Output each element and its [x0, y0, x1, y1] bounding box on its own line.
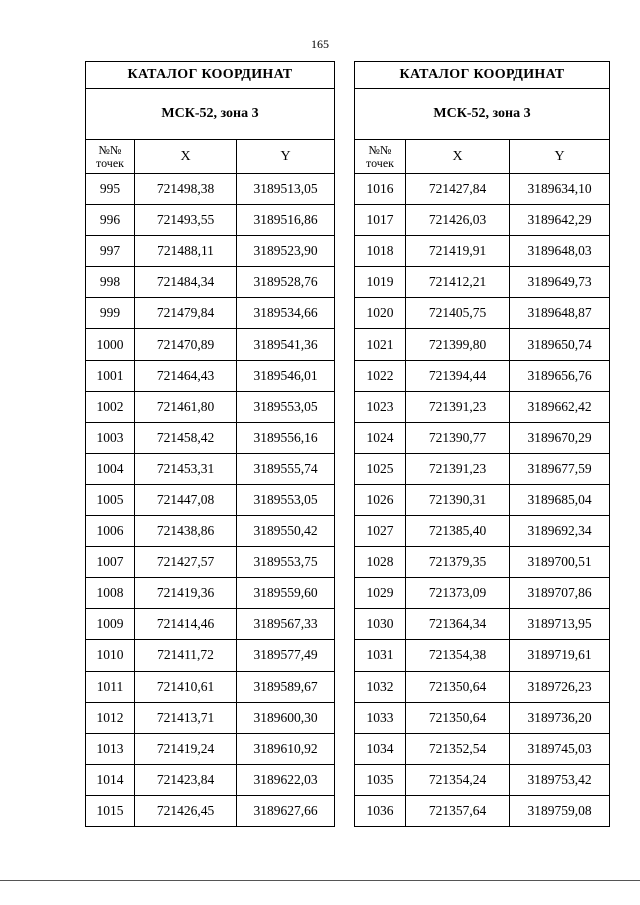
table-row: [86, 329, 335, 360]
point-number-cell: 1013: [86, 733, 135, 764]
y-coordinate-cell: 3189610,92: [237, 733, 335, 764]
point-number-header-line1: №№: [368, 142, 392, 157]
x-coordinate-cell: 721412,21: [406, 267, 510, 298]
x-coordinate-cell: 721350,64: [406, 671, 510, 702]
table-row: [86, 640, 335, 671]
y-coordinate-cell: 3189513,05: [237, 174, 335, 205]
x-coordinate-cell: 721479,84: [135, 298, 237, 329]
point-number-cell: 1017: [355, 205, 406, 236]
table-row: [355, 484, 610, 515]
x-coordinate-cell: 721447,08: [135, 484, 237, 515]
point-number-cell: 995: [86, 174, 135, 205]
y-coordinate-cell: 3189589,67: [237, 671, 335, 702]
catalog-subtitle: МСК-52, зона 3: [86, 89, 335, 140]
x-coordinate-cell: 721427,57: [135, 547, 237, 578]
y-coordinate-cell: 3189685,04: [510, 484, 610, 515]
table-row: [86, 733, 335, 764]
table-row: [86, 360, 335, 391]
point-number-cell: 1027: [355, 516, 406, 547]
table-row: [86, 671, 335, 702]
x-coordinate-cell: 721498,38: [135, 174, 237, 205]
y-coordinate-cell: 3189648,03: [510, 236, 610, 267]
point-number-cell: 1015: [86, 795, 135, 826]
y-coordinate-cell: 3189719,61: [510, 640, 610, 671]
table-row: [355, 391, 610, 422]
catalog-rows: [355, 174, 610, 827]
y-coordinate-cell: 3189713,95: [510, 609, 610, 640]
point-number-cell: 1028: [355, 547, 406, 578]
point-number-cell: 1033: [355, 702, 406, 733]
y-coordinate-cell: 3189556,16: [237, 422, 335, 453]
x-coordinate-cell: 721484,34: [135, 267, 237, 298]
point-number-cell: 1034: [355, 733, 406, 764]
point-number-cell: 1016: [355, 174, 406, 205]
point-number-cell: 1014: [86, 764, 135, 795]
table-row: [86, 578, 335, 609]
y-coordinate-cell: 3189759,08: [510, 795, 610, 826]
y-column-header: Y: [510, 140, 610, 174]
y-coordinate-cell: 3189627,66: [237, 795, 335, 826]
x-coordinate-cell: 721399,80: [406, 329, 510, 360]
point-number-header-line2: точек: [96, 155, 124, 170]
point-number-cell: 1026: [355, 484, 406, 515]
point-number-header-line2: точек: [366, 155, 394, 170]
y-coordinate-cell: 3189546,01: [237, 360, 335, 391]
table-row: [86, 547, 335, 578]
point-number-cell: 1011: [86, 671, 135, 702]
table-row: [86, 205, 335, 236]
table-row: [355, 547, 610, 578]
x-coordinate-cell: 721493,55: [135, 205, 237, 236]
x-coordinate-cell: 721419,24: [135, 733, 237, 764]
x-coordinate-cell: 721426,45: [135, 795, 237, 826]
x-coordinate-cell: 721350,64: [406, 702, 510, 733]
y-coordinate-cell: 3189707,86: [510, 578, 610, 609]
x-coordinate-cell: 721411,72: [135, 640, 237, 671]
x-coordinate-cell: 721427,84: [406, 174, 510, 205]
table-row: [86, 422, 335, 453]
x-coordinate-cell: 721423,84: [135, 764, 237, 795]
table-row: [86, 702, 335, 733]
table-row: [355, 578, 610, 609]
point-number-cell: 998: [86, 267, 135, 298]
table-row: [355, 360, 610, 391]
point-number-cell: 1021: [355, 329, 406, 360]
y-coordinate-cell: 3189553,05: [237, 484, 335, 515]
point-number-cell: 1036: [355, 795, 406, 826]
table-row: [355, 329, 610, 360]
point-number-cell: 1007: [86, 547, 135, 578]
page-number: 165: [311, 37, 329, 51]
y-coordinate-cell: 3189692,34: [510, 516, 610, 547]
table-row: [355, 702, 610, 733]
table-row: [355, 609, 610, 640]
y-coordinate-cell: 3189534,66: [237, 298, 335, 329]
table-row: [86, 267, 335, 298]
x-coordinate-cell: 721419,91: [406, 236, 510, 267]
y-coordinate-cell: 3189726,23: [510, 671, 610, 702]
point-number-cell: 1022: [355, 360, 406, 391]
point-number-header: [355, 140, 406, 174]
table-row: [86, 516, 335, 547]
x-coordinate-cell: 721410,61: [135, 671, 237, 702]
point-number-cell: 1002: [86, 391, 135, 422]
table-row: [355, 795, 610, 826]
x-coordinate-cell: 721438,86: [135, 516, 237, 547]
y-coordinate-cell: 3189677,59: [510, 453, 610, 484]
table-row: [355, 453, 610, 484]
y-coordinate-cell: 3189577,49: [237, 640, 335, 671]
y-coordinate-cell: 3189567,33: [237, 609, 335, 640]
x-coordinate-cell: 721357,64: [406, 795, 510, 826]
point-number-cell: 1019: [355, 267, 406, 298]
y-coordinate-cell: 3189656,76: [510, 360, 610, 391]
x-coordinate-cell: 721352,54: [406, 733, 510, 764]
x-coordinate-cell: 721390,77: [406, 422, 510, 453]
x-coordinate-cell: 721391,23: [406, 453, 510, 484]
catalog-title: КАТАЛОГ КООРДИНАТ: [86, 62, 335, 89]
y-coordinate-cell: 3189553,05: [237, 391, 335, 422]
y-coordinate-cell: 3189559,60: [237, 578, 335, 609]
point-number-cell: 1031: [355, 640, 406, 671]
x-coordinate-cell: 721464,43: [135, 360, 237, 391]
y-coordinate-cell: 3189528,76: [237, 267, 335, 298]
table-row: [86, 764, 335, 795]
y-coordinate-cell: 3189649,73: [510, 267, 610, 298]
y-coordinate-cell: 3189662,42: [510, 391, 610, 422]
table-row: [86, 298, 335, 329]
point-number-cell: 1020: [355, 298, 406, 329]
x-coordinate-cell: 721461,80: [135, 391, 237, 422]
y-column-header: Y: [237, 140, 335, 174]
x-coordinate-cell: 721458,42: [135, 422, 237, 453]
x-coordinate-cell: 721354,38: [406, 640, 510, 671]
table-row: [355, 733, 610, 764]
point-number-cell: 1009: [86, 609, 135, 640]
y-coordinate-cell: 3189745,03: [510, 733, 610, 764]
x-column-header: X: [135, 140, 237, 174]
bottom-rule: [0, 880, 640, 881]
table-row: [86, 453, 335, 484]
y-coordinate-cell: 3189550,42: [237, 516, 335, 547]
point-number-cell: 1029: [355, 578, 406, 609]
point-number-cell: 1004: [86, 453, 135, 484]
point-number-cell: 1003: [86, 422, 135, 453]
y-coordinate-cell: 3189700,51: [510, 547, 610, 578]
x-coordinate-cell: 721419,36: [135, 578, 237, 609]
x-coordinate-cell: 721426,03: [406, 205, 510, 236]
y-coordinate-cell: 3189541,36: [237, 329, 335, 360]
x-coordinate-cell: 721470,89: [135, 329, 237, 360]
point-number-cell: 996: [86, 205, 135, 236]
table-row: [86, 174, 335, 205]
y-coordinate-cell: 3189670,29: [510, 422, 610, 453]
y-coordinate-cell: 3189634,10: [510, 174, 610, 205]
point-number-cell: 1010: [86, 640, 135, 671]
point-number-cell: 1005: [86, 484, 135, 515]
table-row: [355, 764, 610, 795]
table-row: [355, 174, 610, 205]
x-column-header: X: [406, 140, 510, 174]
table-row: [355, 671, 610, 702]
point-number-header-line1: №№: [98, 142, 122, 157]
x-coordinate-cell: 721390,31: [406, 484, 510, 515]
table-row: [86, 236, 335, 267]
table-row: [355, 422, 610, 453]
x-coordinate-cell: 721394,44: [406, 360, 510, 391]
x-coordinate-cell: 721354,24: [406, 764, 510, 795]
coordinate-catalog-table-left: [85, 61, 335, 827]
y-coordinate-cell: 3189523,90: [237, 236, 335, 267]
x-coordinate-cell: 721405,75: [406, 298, 510, 329]
coordinate-catalog-table-right: [354, 61, 610, 827]
table-row: [355, 516, 610, 547]
point-number-cell: 1001: [86, 360, 135, 391]
x-coordinate-cell: 721453,31: [135, 453, 237, 484]
y-coordinate-cell: 3189642,29: [510, 205, 610, 236]
x-coordinate-cell: 721385,40: [406, 516, 510, 547]
table-row: [355, 236, 610, 267]
y-coordinate-cell: 3189553,75: [237, 547, 335, 578]
table-row: [355, 267, 610, 298]
y-coordinate-cell: 3189600,30: [237, 702, 335, 733]
table-row: [355, 298, 610, 329]
point-number-cell: 997: [86, 236, 135, 267]
y-coordinate-cell: 3189622,03: [237, 764, 335, 795]
point-number-cell: 1024: [355, 422, 406, 453]
point-number-cell: 1023: [355, 391, 406, 422]
x-coordinate-cell: 721373,09: [406, 578, 510, 609]
x-coordinate-cell: 721391,23: [406, 391, 510, 422]
point-number-cell: 1030: [355, 609, 406, 640]
point-number-header: [86, 140, 135, 174]
point-number-cell: 1006: [86, 516, 135, 547]
catalog-rows: [86, 174, 335, 827]
catalog-subtitle: МСК-52, зона 3: [355, 89, 610, 140]
table-row: [86, 609, 335, 640]
y-coordinate-cell: 3189516,86: [237, 205, 335, 236]
x-coordinate-cell: 721488,11: [135, 236, 237, 267]
x-coordinate-cell: 721413,71: [135, 702, 237, 733]
point-number-cell: 999: [86, 298, 135, 329]
point-number-cell: 1018: [355, 236, 406, 267]
table-row: [86, 391, 335, 422]
point-number-cell: 1008: [86, 578, 135, 609]
x-coordinate-cell: 721379,35: [406, 547, 510, 578]
point-number-cell: 1025: [355, 453, 406, 484]
table-row: [86, 795, 335, 826]
y-coordinate-cell: 3189650,74: [510, 329, 610, 360]
y-coordinate-cell: 3189648,87: [510, 298, 610, 329]
y-coordinate-cell: 3189736,20: [510, 702, 610, 733]
point-number-cell: 1012: [86, 702, 135, 733]
y-coordinate-cell: 3189555,74: [237, 453, 335, 484]
table-row: [86, 484, 335, 515]
point-number-cell: 1035: [355, 764, 406, 795]
point-number-cell: 1032: [355, 671, 406, 702]
x-coordinate-cell: 721414,46: [135, 609, 237, 640]
x-coordinate-cell: 721364,34: [406, 609, 510, 640]
catalog-title: КАТАЛОГ КООРДИНАТ: [355, 62, 610, 89]
table-row: [355, 205, 610, 236]
table-row: [355, 640, 610, 671]
y-coordinate-cell: 3189753,42: [510, 764, 610, 795]
point-number-cell: 1000: [86, 329, 135, 360]
